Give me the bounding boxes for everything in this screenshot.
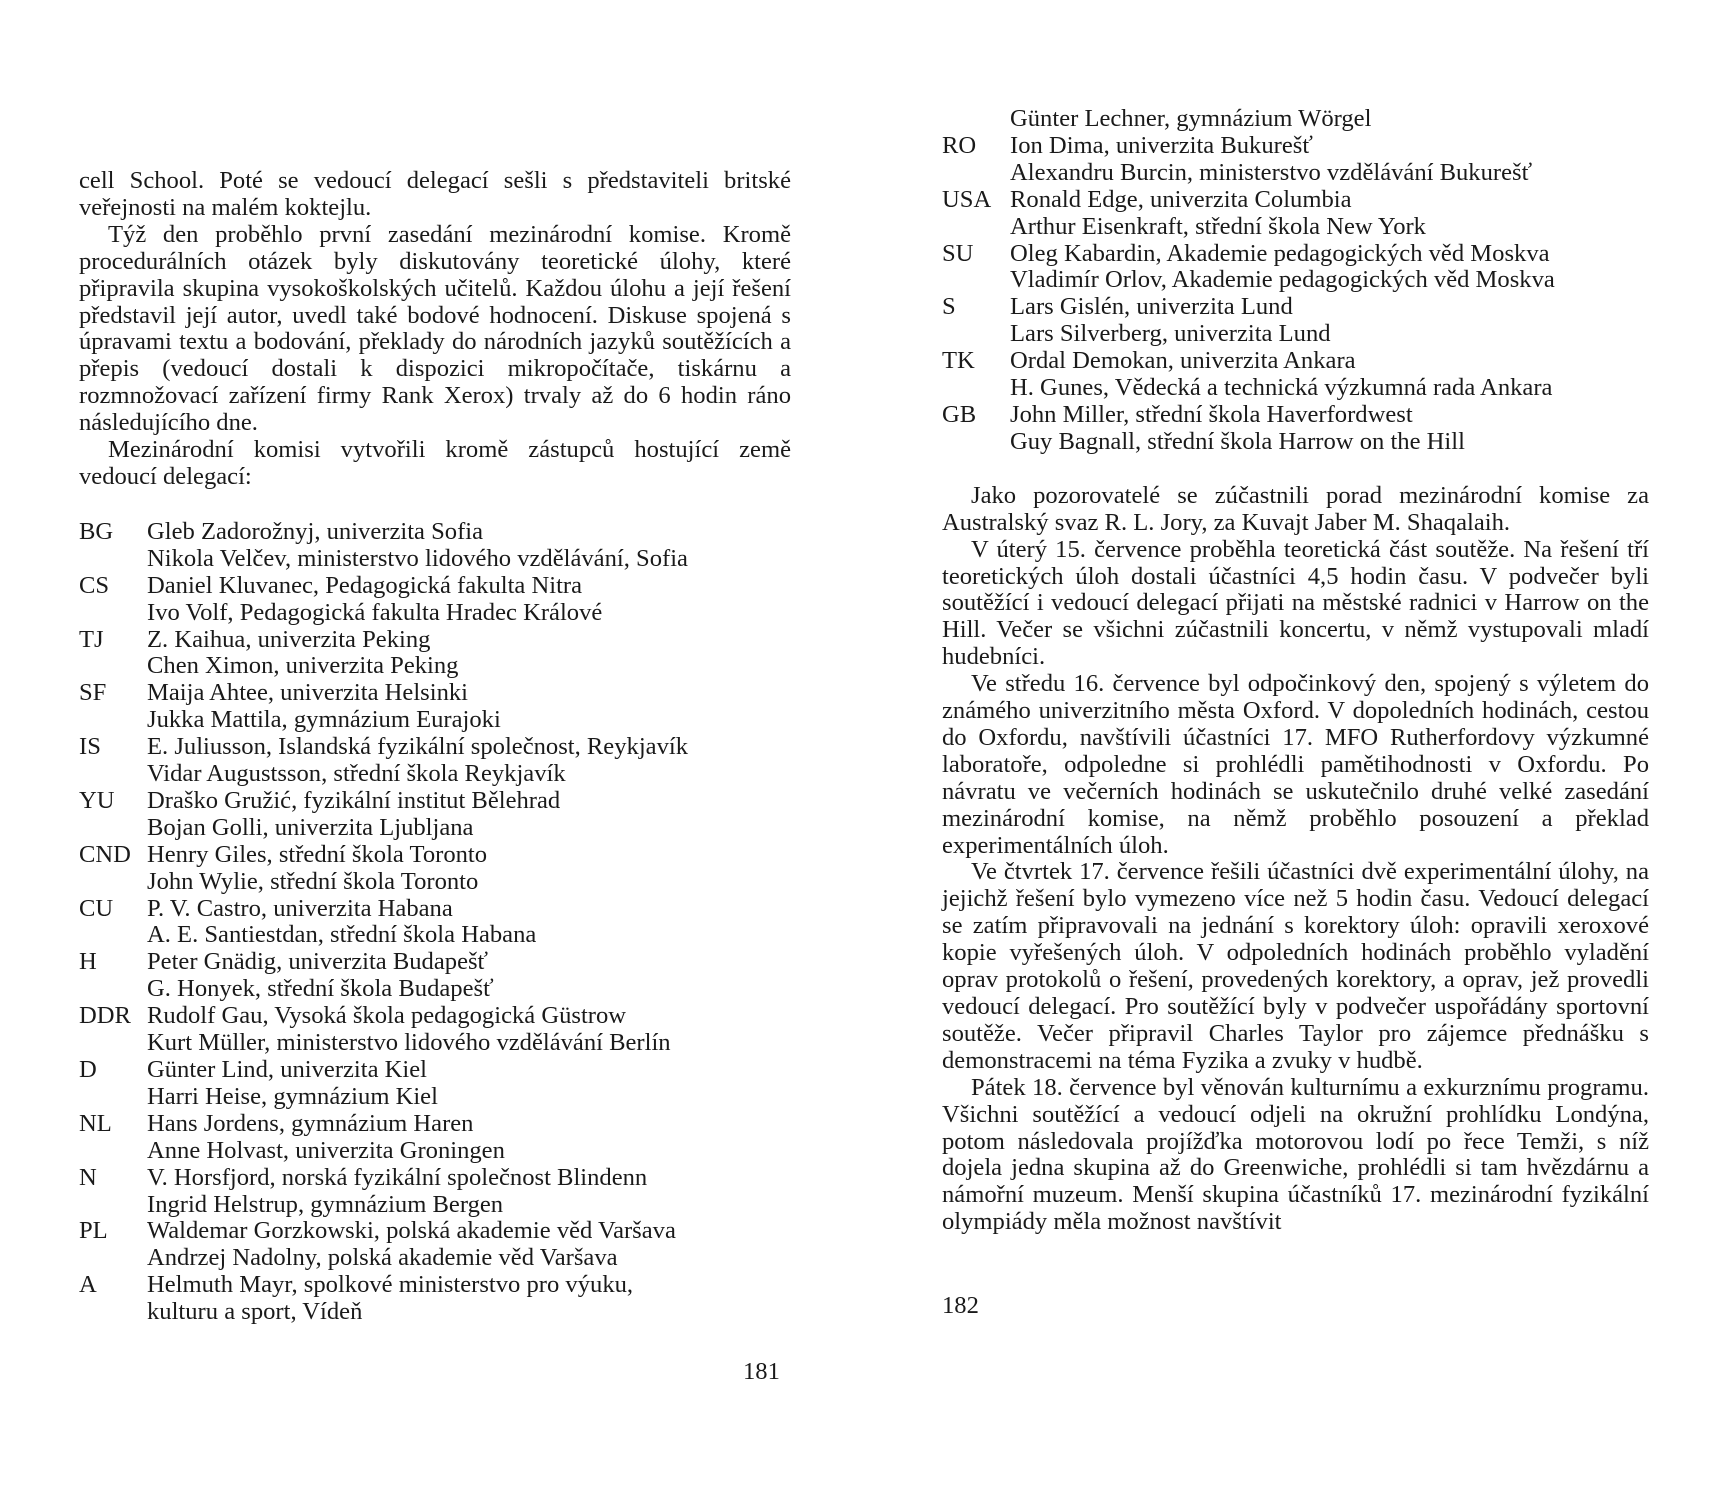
- delegate-entry: Lars Silverberg, univerzita Lund: [1010, 320, 1331, 348]
- paragraph-commission-session: Týž den proběhlo první zasedání mezinárodní komise. Kromě procedurálních otázek byly diskutovány teoretické úlohy, které připravila skupina vysokoškolských učitelů. Každou úlohu a její řešení představil její autor, uvedl také bodové hodnocení. Diskuse spojená s úpravami textu a bodování, překlady do národních jazyků soutěžících a přepis (vedoucí dostali k dispozici mikropočítače, tiskárnu a rozmnožovací zařízení firmy Rank Xerox) trvaly až do 6 hodin ráno následujícího dne.: [79, 220, 791, 437]
- delegate-entry: Ingrid Helstrup, gymnázium Bergen: [147, 1190, 504, 1218]
- delegation-members: [147, 842, 791, 896]
- country-code: DDR: [79, 1002, 131, 1030]
- delegation-row: [942, 294, 1649, 348]
- country-code: PL: [79, 1217, 108, 1245]
- delegation-members: [147, 1057, 791, 1111]
- country-code: RO: [942, 131, 977, 159]
- right-page: [942, 106, 1649, 1236]
- delegate-entry: G. Honyek, střední škola Budapešť: [147, 975, 494, 1003]
- delegation-members: [1010, 133, 1649, 187]
- delegation-row: [942, 402, 1649, 456]
- delegation-members: [147, 1165, 791, 1219]
- country-code: S: [942, 293, 956, 321]
- delegate-entry: John Wylie, střední škola Toronto: [147, 867, 479, 895]
- country-code: USA: [942, 185, 992, 213]
- page-number-right: 182: [942, 1292, 979, 1319]
- delegation-row: [942, 187, 1649, 241]
- country-code: SU: [942, 239, 974, 267]
- delegate-entry: Alexandru Burcin, ministerstvo vzdělávání Bukurešť: [1010, 158, 1533, 186]
- country-code: H: [79, 948, 97, 976]
- delegation-row: [79, 573, 791, 627]
- delegate-entry: A. E. Santiestdan, střední škola Habana: [147, 921, 537, 949]
- delegate-entry: Günter Lind, univerzita Kiel: [147, 1056, 428, 1083]
- delegate-entry: Kurt Müller, ministerstvo lidového vzdělávání Berlín: [147, 1029, 671, 1057]
- delegation-members: [147, 1003, 791, 1057]
- delegation-members: [147, 573, 791, 627]
- delegation-list-right: [942, 106, 1649, 456]
- delegation-row: [79, 842, 791, 896]
- delegate-entry: Waldemar Gorzkowski, polská akademie věd Varšava: [147, 1217, 676, 1245]
- delegation-row: [79, 680, 791, 734]
- delegation-row: [942, 106, 1649, 133]
- delegate-entry: Jukka Mattila, gymnázium Eurajoki: [147, 706, 501, 734]
- delegate-entry: Maija Ahtee, univerzita Helsinki: [147, 679, 468, 707]
- delegation-list-left: [79, 519, 791, 1326]
- delegation-members: [1010, 348, 1649, 402]
- country-code: YU: [79, 786, 115, 814]
- left-page: [79, 168, 791, 1326]
- country-code: [942, 106, 1010, 133]
- paragraph-observers: Jako pozorovatelé se zúčastnili porad mezinárodní komise za Australský svaz R. L. Jory, za Kuvajt Jaber M. Shaqalaih.: [942, 481, 1649, 536]
- delegate-entry: V. Horsfjord, norská fyzikální společnost Blindenn: [147, 1163, 648, 1191]
- delegate-entry: Z. Kaihua, univerzita Peking: [147, 625, 431, 653]
- country-code: TK: [942, 347, 975, 375]
- delegation-members: [147, 627, 791, 681]
- delegation-members: [147, 1111, 791, 1165]
- delegate-entry: Henry Giles, střední škola Toronto: [147, 840, 488, 868]
- delegation-row: [79, 519, 791, 573]
- delegation-row: [79, 788, 791, 842]
- delegate-entry: Draško Gružić, fyzikální institut Bělehrad: [147, 786, 561, 814]
- paragraph-wednesday: Ve středu 16. července byl odpočinkový den, spojený s výletem do známého univerzitního města Oxford. V dopoledních hodinách, cestou do Oxfordu, navštívili účastníci 17. MFO Rutherfordovy výzkumné laboratoře, odpoledne si prohlédli pamětihodnosti v Oxfordu. Po návratu ve večerních hodinách se uskutečnilo druhé velké zasedání mezinárodní komise, na němž proběhlo posouzení a překlad experimentálních úloh.: [942, 670, 1649, 859]
- delegation-members: [1010, 241, 1649, 295]
- country-code: CND: [79, 840, 131, 868]
- paragraph-thursday: Ve čtvrtek 17. července řešili účastníci dvě experimentální úlohy, na jejichž řešení bylo vymezeno více než 5 hodin času. Vedoucí delegací se zatím připravovali na jednání s korektory úloh: opravili xeroxové kopie vyřešených úloh. V odpoledních hodinách proběhlo vyladění oprav protokolů o řešení, provedených korektory, a oprav, jež provedli vedoucí delegací. Pro soutěžící byly v podvečer uspořádány sportovní soutěže. Večer připravil Charles Taylor pro zájemce přednášku s demonstracemi na téma Fyzika a zvuky v hudbě.: [942, 858, 1649, 1074]
- delegation-members: [147, 1218, 791, 1272]
- delegation-row: [79, 627, 791, 681]
- country-code: CS: [79, 571, 110, 599]
- delegation-members: [147, 788, 791, 842]
- delegate-entry: Ivo Volf, Pedagogická fakulta Hradec Králové: [147, 598, 603, 626]
- delegate-entry: Oleg Kabardin, Akademie pedagogických věd Moskva: [1010, 239, 1550, 267]
- delegation-members: [1010, 402, 1649, 456]
- delegate-entry: Bojan Golli, univerzita Ljubljana: [147, 813, 474, 841]
- delegate-entry: P. V. Castro, univerzita Habana: [147, 894, 453, 922]
- delegate-entry: Hans Jordens, gymnázium Haren: [147, 1109, 474, 1137]
- delegation-row: [79, 949, 791, 1003]
- country-code: A: [79, 1271, 97, 1299]
- delegate-entry: Vidar Augustsson, střední škola Reykjavík: [147, 760, 566, 788]
- delegate-entry: Arthur Eisenkraft, střední škola New York: [1010, 212, 1426, 240]
- delegate-entry: Helmuth Mayr, spolkové ministerstvo pro výuku,: [147, 1271, 634, 1299]
- delegation-row: [79, 1218, 791, 1272]
- delegation-row: [942, 348, 1649, 402]
- delegation-members: [1010, 294, 1649, 348]
- delegate-entry: kulturu a sport, Vídeň: [147, 1298, 363, 1326]
- delegation-row: [942, 133, 1649, 187]
- delegation-members: [147, 949, 791, 1003]
- delegate-entry: Gleb Zadorožnyj, univerzita Sofia: [147, 517, 484, 545]
- delegate-entry: Lars Gislén, univerzita Lund: [1010, 293, 1293, 321]
- delegate-entry: Ronald Edge, univerzita Columbia: [1010, 185, 1352, 213]
- delegate-entry: Rudolf Gau, Vysoká škola pedagogická Güstrow: [147, 1002, 627, 1030]
- delegation-members: [147, 519, 791, 573]
- delegation-members: [1010, 187, 1649, 241]
- delegate-entry: Vladimír Orlov, Akademie pedagogických věd Moskva: [1010, 266, 1555, 294]
- delegation-row: [942, 241, 1649, 295]
- paragraph-commission-members: Mezinárodní komisi vytvořili kromě zástupců hostující země vedoucí delegací:: [79, 436, 791, 490]
- delegation-row: [79, 734, 791, 788]
- country-code: D: [79, 1056, 97, 1083]
- delegate-entry: Harri Heise, gymnázium Kiel: [147, 1082, 438, 1110]
- delegate-entry: Peter Gnädig, univerzita Budapešť: [147, 948, 489, 976]
- paragraph-friday: Pátek 18. července byl věnován kulturnímu a exkurznímu programu. Všichni soutěžící a vedoucí odjeli na okružní prohlídku Londýna, potom následovala projížďka motorovou lodí po řece Temži, s níž dojela jedna skupina až do Greenwiche, prohlédli si tam hvězdárnu a námořní muzeum. Menší skupina účastníků 17. mezinárodní fyzikální olympiády měla možnost navštívit: [942, 1073, 1649, 1236]
- country-code: TJ: [79, 625, 104, 653]
- delegation-members: [147, 896, 791, 950]
- delegate-entry: Andrzej Nadolny, polská akademie věd Varšava: [147, 1244, 618, 1272]
- delegate-entry: John Miller, střední škola Haverfordwest: [1010, 400, 1413, 428]
- country-code: IS: [79, 733, 101, 761]
- paragraph-tuesday: V úterý 15. července proběhla teoretická část soutěže. Na řešení tří teoretických úloh dostali účastníci 4,5 hodin času. V podvečer byli soutěžící i vedoucí delegací přijati na městské radnici v Harrow on the Hill. Večer se všichni zúčastnili koncertu, v němž vystupovali mladí hudebníci.: [942, 535, 1649, 671]
- delegation-members: [1010, 106, 1649, 133]
- country-code: N: [79, 1163, 97, 1191]
- delegate-entry: Guy Bagnall, střední škola Harrow on the Hill: [1010, 427, 1465, 455]
- delegate-entry: Anne Holvast, univerzita Groningen: [147, 1136, 505, 1164]
- country-code: BG: [79, 517, 114, 545]
- delegate-entry: Ion Dima, univerzita Bukurešť: [1010, 131, 1313, 159]
- delegate-entry: Günter Lechner, gymnázium Wörgel: [1010, 105, 1372, 132]
- delegation-members: [147, 680, 791, 734]
- country-code: SF: [79, 679, 107, 707]
- delegation-row: [79, 1272, 791, 1326]
- country-code: GB: [942, 400, 977, 428]
- delegation-row: [79, 1165, 791, 1219]
- delegate-entry: Ordal Demokan, univerzita Ankara: [1010, 347, 1356, 375]
- delegation-row: [79, 896, 791, 950]
- delegation-row: [79, 1003, 791, 1057]
- paragraph-intro: cell School. Poté se vedoucí delegací sešli s představiteli britské veřejnosti na malém koktejlu.: [79, 167, 791, 221]
- delegate-entry: Daniel Kluvanec, Pedagogická fakulta Nitra: [147, 571, 583, 599]
- country-code: CU: [79, 894, 114, 922]
- delegation-row: [79, 1057, 791, 1111]
- delegation-members: [147, 1272, 791, 1326]
- page-number-left: 181: [743, 1358, 780, 1385]
- country-code: NL: [79, 1109, 112, 1137]
- delegate-entry: H. Gunes, Vědecká a technická výzkumná rada Ankara: [1010, 374, 1553, 402]
- delegate-entry: Nikola Velčev, ministerstvo lidového vzdělávání, Sofia: [147, 544, 688, 572]
- delegation-row: [79, 1111, 791, 1165]
- delegate-entry: Chen Ximon, univerzita Peking: [147, 652, 459, 680]
- delegation-members: [147, 734, 791, 788]
- delegate-entry: E. Juliusson, Islandská fyzikální společnost, Reykjavík: [147, 733, 688, 761]
